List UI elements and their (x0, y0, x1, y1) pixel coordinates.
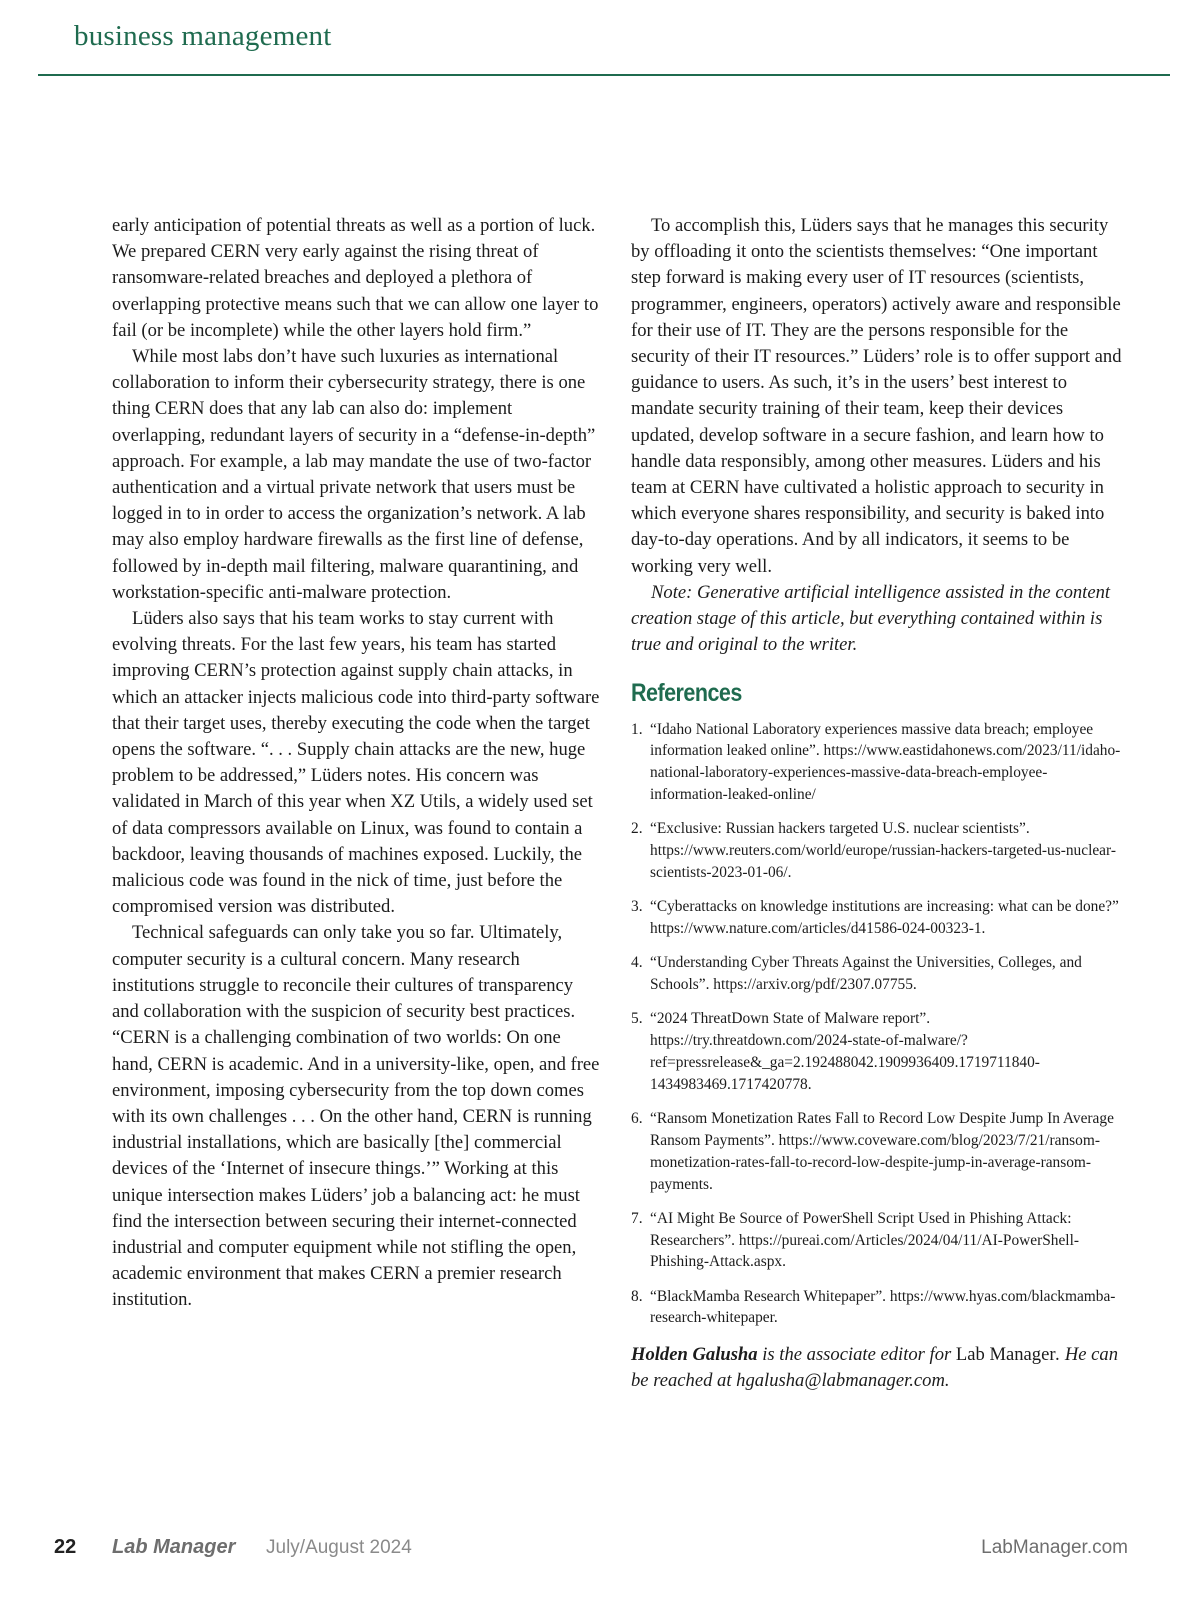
paragraph: early anticipation of potential threats as well as a portion of luck. We prepared CERN very early against the rising threat of ransomware-related breaches and deployed a plethora of overlapping protective means such that we can allow one layer to fail (or be incomplete) while the other layers hold firm.” (112, 215, 599, 341)
left-column (112, 213, 604, 1314)
publication-name: Lab Manager (955, 1343, 1056, 1365)
reference-item (631, 1286, 1122, 1330)
reference-text: “Cyberattacks on knowledge institutions are increasing: what can be done?” https://www.nature.com/articles/d41586-024-00323-1. (650, 898, 1119, 938)
reference-item (631, 1208, 1122, 1273)
paragraph: To accomplish this, Lüders says that he manages this security by offloading it onto the scientists themselves: “One important step forward is making every user of IT resources (scientists, programmer, engineers, operators) actively aware and responsible for their use of IT. They are the persons responsible for the security of their IT resources.” Lüders’ role is to offer support and guidance to users. As such, it’s in the users’ best interest to mandate security training of their team, keep their devices updated, develop software in a secure fashion, and learn how to handle data responsibly, among other measures. Lüders and his team at CERN have cultivated a holistic approach to security in which everyone shares responsibility, and security is baked into day-to-day operations. And by all indicators, it seems to be working very well. (631, 215, 1122, 577)
reference-item (631, 719, 1122, 806)
issue-date: July/August 2024 (266, 1537, 412, 1558)
reference-number: 6. (631, 1110, 643, 1128)
reference-text: “Idaho National Laboratory experiences massive data breach; employee information leaked online”. https://www.eastidahonews.com/2023/11/idaho-national-laboratory-experiences-massive-data-breach-employee-information-leaked-online/ (650, 720, 1121, 804)
reference-text: “AI Might Be Source of PowerShell Script Used in Phishing Attack: Researchers”. https://pureai.com/Articles/2024/04/11/AI-PowerShell-Phishing-Attack.aspx. (650, 1209, 1079, 1271)
ai-note: Note: Generative artificial intelligence assisted in the content creation stage of this article, but everything contained within is true and original to the writer. (631, 581, 1111, 656)
reference-number: 7. (631, 1209, 643, 1227)
right-column (631, 213, 1122, 1394)
paragraph: While most labs don’t have such luxuries as international collaboration to inform their cybersecurity strategy, there is one thing CERN does that any lab can also do: implement overlapping, redundant layers of security in a “defense-in-depth” approach. For example, a lab may mandate the use of two-factor authentication and a virtual private network that users must be logged in to in order to access the organization’s network. A lab may also employ hardware firewalls as the first line of defense, followed by in-depth mail filtering, malware quarantining, and workstation-specific anti-malware protection. (112, 346, 596, 603)
reference-number: 3. (631, 898, 643, 916)
author-name: Holden Galusha (631, 1343, 758, 1365)
reference-item (631, 896, 1122, 940)
reference-number: 4. (631, 954, 643, 972)
author-bio-text: . He can be reached at hgalusha@labmanager.com. (631, 1343, 1119, 1391)
reference-number: 1. (631, 720, 643, 738)
magazine-name: Lab Manager (112, 1536, 236, 1558)
author-bio-text: is the associate editor for (757, 1343, 956, 1365)
reference-item (631, 952, 1122, 996)
reference-item (631, 1008, 1122, 1095)
reference-text: “Exclusive: Russian hackers targeted U.S. nuclear scientists”. https://www.reuters.com/world/europe/russian-hackers-targeted-us-nuclear-scientists-2023-01-06/. (650, 820, 1116, 881)
reference-item (631, 1108, 1122, 1195)
references-list (631, 719, 1122, 1330)
paragraph: Lüders also says that his team works to stay current with evolving threats. For the last few years, his team has started improving CERN’s protection against supply chain attacks, in which an attacker injects malicious code into third-party software that their target uses, thereby executing the code when the target opens the software. “. . . Supply chain attacks are the new, huge problem to be addressed,” Lüders notes. His concern was validated in March of this year when XZ Utils, a widely used set of data compressors available on Linux, was found to contain a backdoor, leaving thousands of machines exposed. Luckily, the malicious code was found in the nick of time, just before the compromised version was distributed. (112, 608, 600, 918)
section-title: business management (74, 20, 332, 52)
references-heading: References (631, 679, 742, 708)
reference-text: “2024 ThreatDown State of Malware report”. https://try.threatdown.com/2024-state-of-malware/?ref=pressrelease&_ga=2.192488042.1909936409.1719711840-1434983469.1717420778. (650, 1010, 1040, 1093)
page-footer (0, 1536, 1200, 1568)
website: LabManager.com (981, 1537, 1128, 1558)
page-number: 22 (54, 1536, 77, 1558)
reference-text: “Ransom Monetization Rates Fall to Record Low Despite Jump In Average Ransom Payments”. https://www.coveware.com/blog/2023/7/21/ransom-monetization-rates-fall-to-record-low-despite-jump-in-average-ransom-payments. (650, 1110, 1114, 1193)
paragraph: Technical safeguards can only take you so far. Ultimately, computer security is a cultural concern. Many research institutions struggle to reconcile their cultures of transparency and collaboration with the suspicion of security best practices. “CERN is a challenging combination of two worlds: On one hand, CERN is academic. And in a university-like, open, and free environment, imposing cybersecurity from the top down comes with its own challenges . . . On the other hand, CERN is running industrial installations, which are basically [the] commercial devices of the ‘Internet of insecure things.’” Working at this unique intersection makes Lüders’ job a balancing act: he must find the intersection between securing their internet-connected industrial and computer equipment while not stifling the open, academic environment that makes CERN a premier research institution. (112, 922, 600, 1311)
author-bio (631, 1342, 1122, 1394)
reference-text: “BlackMamba Research Whitepaper”. https://www.hyas.com/blackmamba-research-whitepaper. (650, 1287, 1116, 1327)
reference-number: 2. (631, 820, 643, 838)
reference-text: “Understanding Cyber Threats Against the Universities, Colleges, and Schools”. https://arxiv.org/pdf/2307.07755. (650, 954, 1082, 994)
reference-number: 8. (631, 1287, 643, 1305)
reference-item (631, 818, 1122, 883)
header-rule (38, 74, 1170, 76)
reference-number: 5. (631, 1010, 643, 1028)
